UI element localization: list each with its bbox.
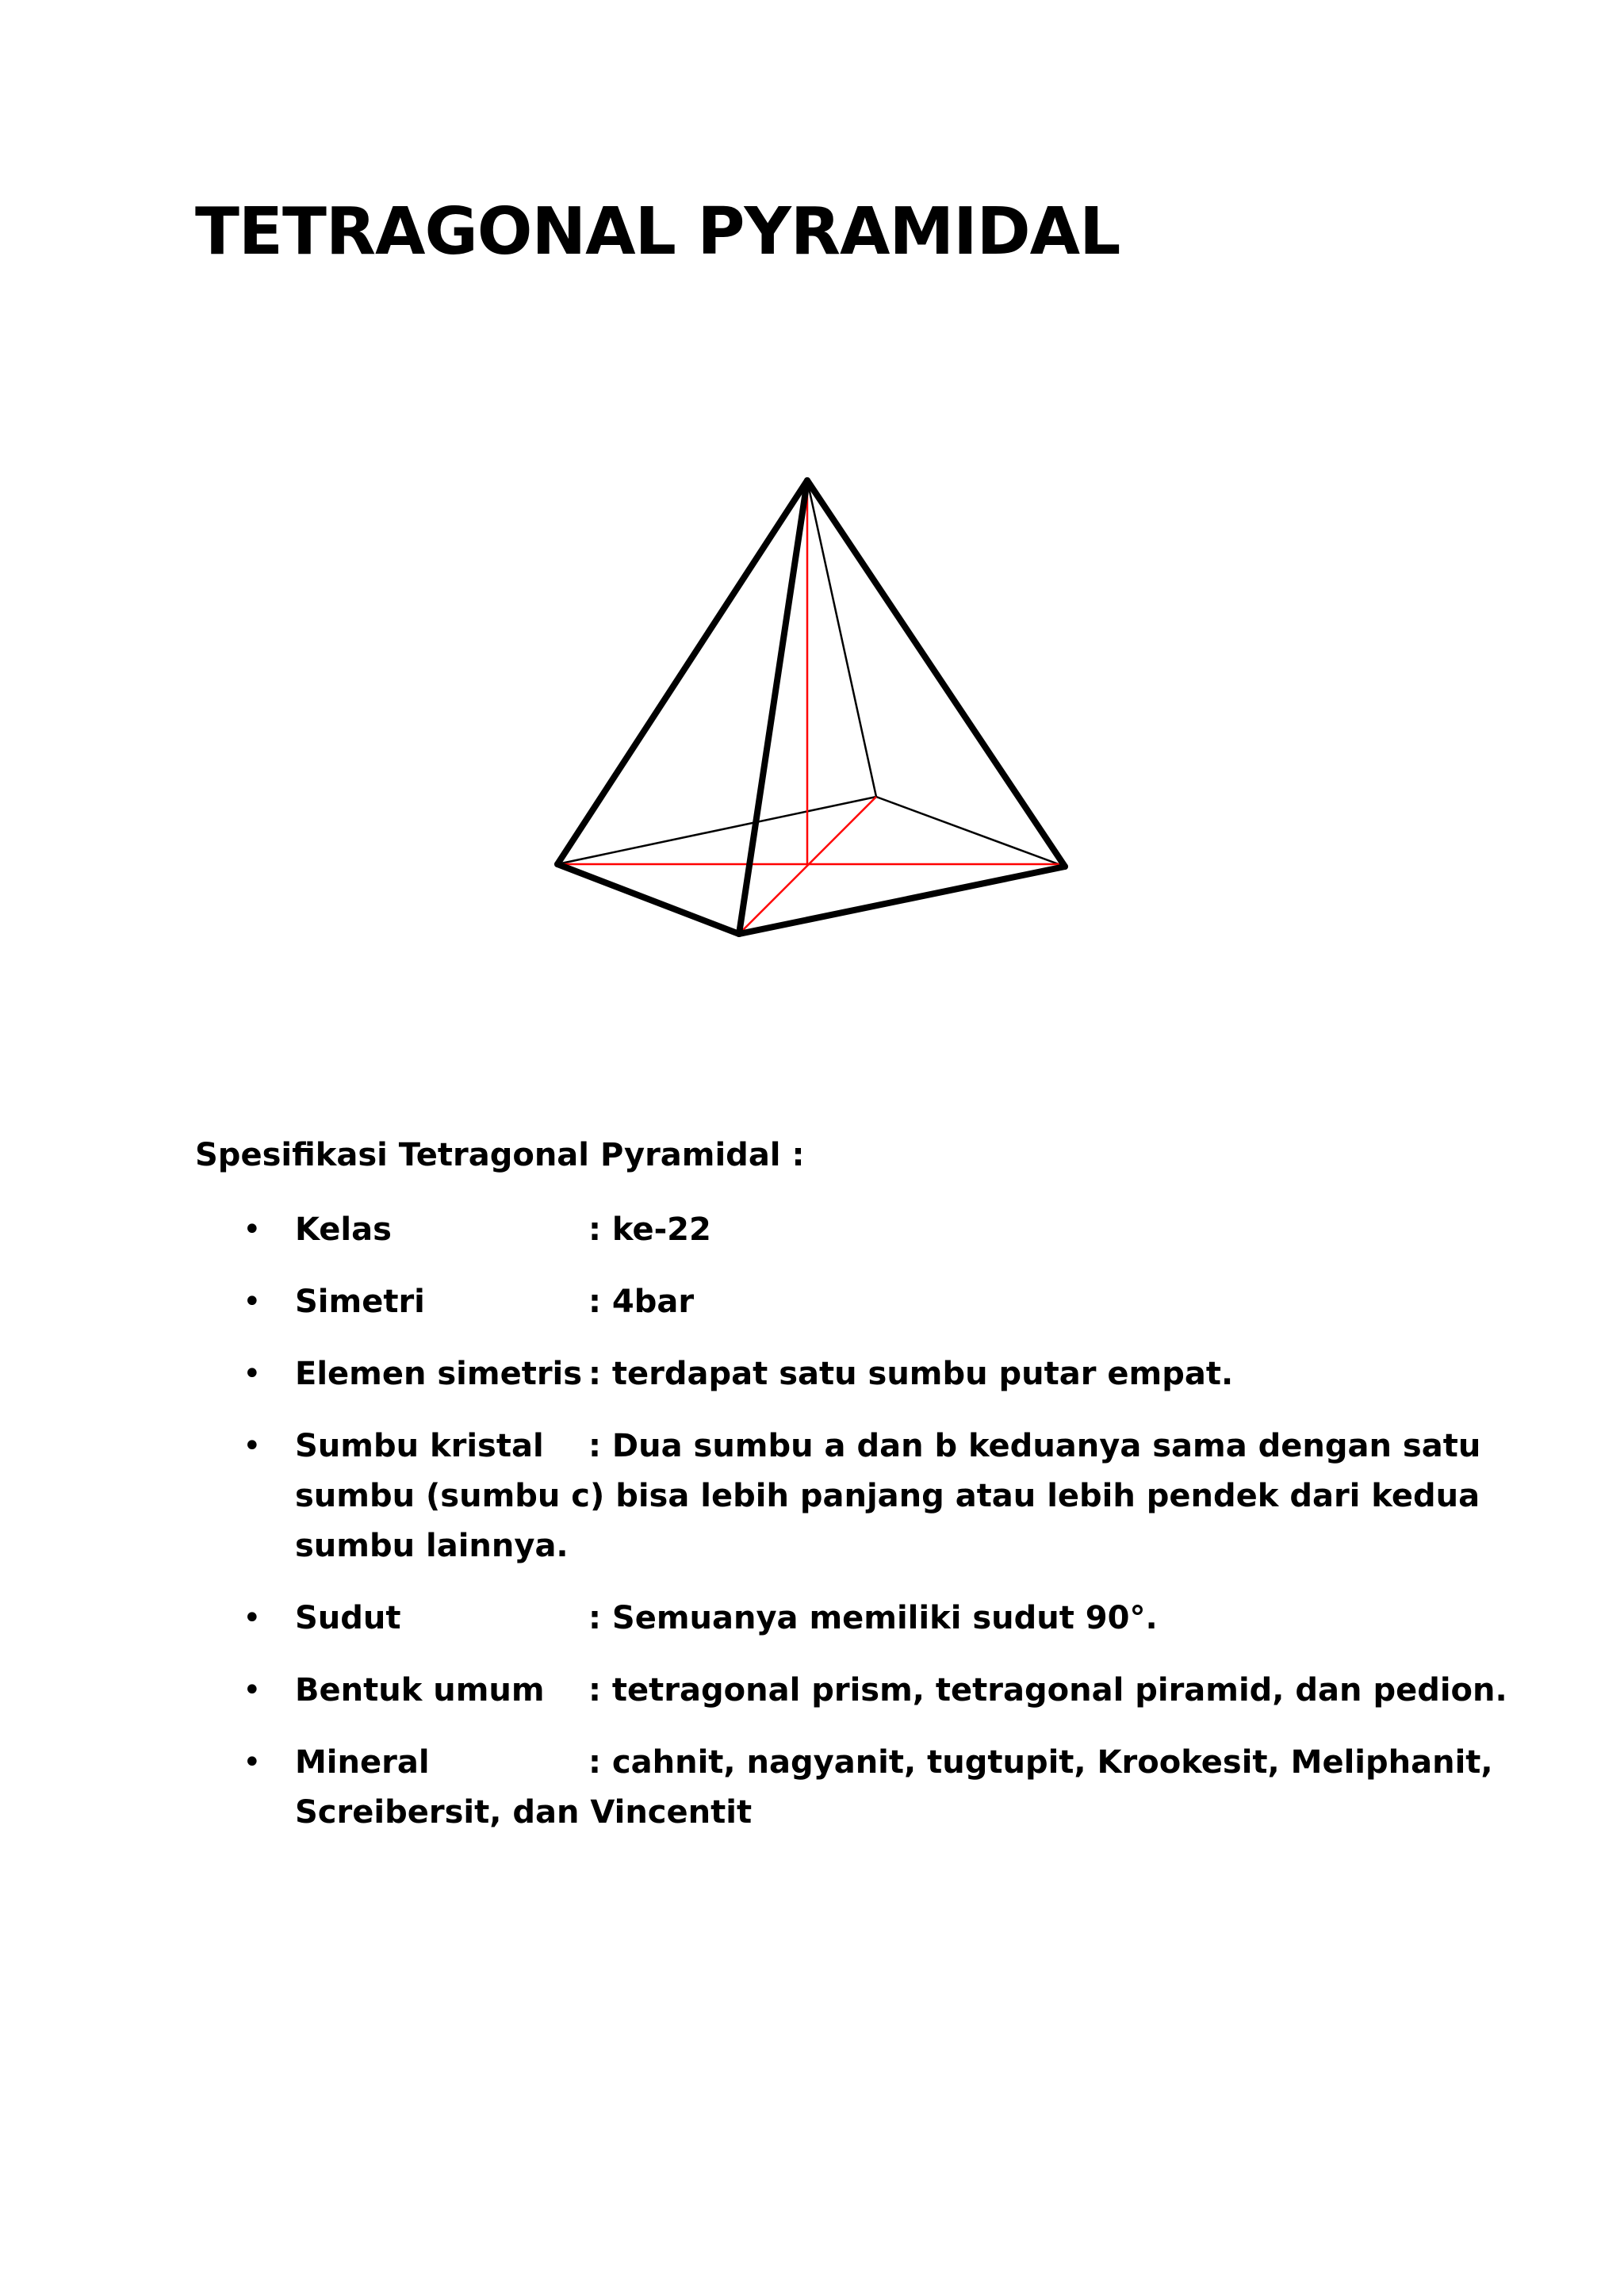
spec-value-continuation: sumbu lainnya. [295,1528,569,1564]
back-edge-base-left [557,797,876,864]
spec-item-simetri [0,1277,1624,1327]
spec-value: : Semuanya memiliki sudut 90°. [588,1600,1158,1636]
spec-list [0,1205,1624,1860]
spec-item-mineral [0,1738,1624,1838]
bullet: • [243,1211,262,1248]
back-edge-base-right [876,797,1065,867]
spec-value: : Dua sumbu a dan b keduanya sama dengan satu [588,1428,1481,1464]
spec-term: Simetri [295,1284,425,1320]
spec-term: Sumbu kristal [295,1428,544,1464]
spec-item-sudut [0,1594,1624,1644]
front-edge-apex-front [739,480,807,934]
spec-term: Kelas [295,1211,392,1248]
spec-term: Elemen simetris [295,1356,583,1392]
spec-value-continuation: Screibersit, dan Vincentit [295,1794,753,1831]
spec-term: Mineral [295,1744,430,1781]
spec-item-elemen-simetris [0,1349,1624,1399]
spec-value: : tetragonal prism, tetragonal piramid, dan pedion. [588,1672,1507,1709]
bullet: • [243,1428,262,1464]
spec-item-sumbu-kristal [0,1422,1624,1571]
front-edge-base-left [557,864,739,934]
bullet: • [243,1672,262,1709]
spec-term: Bentuk umum [295,1672,545,1709]
front-edge-apex-left [557,480,807,864]
page-title: TETRAGONAL PYRAMIDAL [195,194,1120,270]
tetragonal-pyramid-diagram [0,0,1624,1031]
bullet: • [243,1744,262,1781]
spec-value: : cahnit, nagyanit, tugtupit, Krookesit, Meliphanit, [588,1744,1493,1781]
spec-value: : terdapat satu sumbu putar empat. [588,1356,1234,1392]
spec-value: : 4bar [588,1284,695,1320]
bullet: • [243,1284,262,1320]
spec-value-continuation: sumbu (sumbu c) bisa lebih panjang atau lebih pendek dari kedua [295,1478,1480,1514]
front-edge-base-right [739,867,1065,934]
bullet: • [243,1600,262,1636]
spec-heading: Spesifikasi Tetragonal Pyramidal : [195,1137,805,1173]
front-edge-apex-right [807,480,1065,867]
bullet: • [243,1356,262,1392]
spec-value: : ke-22 [588,1211,711,1248]
spec-term: Sudut [295,1600,401,1636]
spec-item-bentuk-umum [0,1666,1624,1716]
spec-item-kelas [0,1205,1624,1255]
